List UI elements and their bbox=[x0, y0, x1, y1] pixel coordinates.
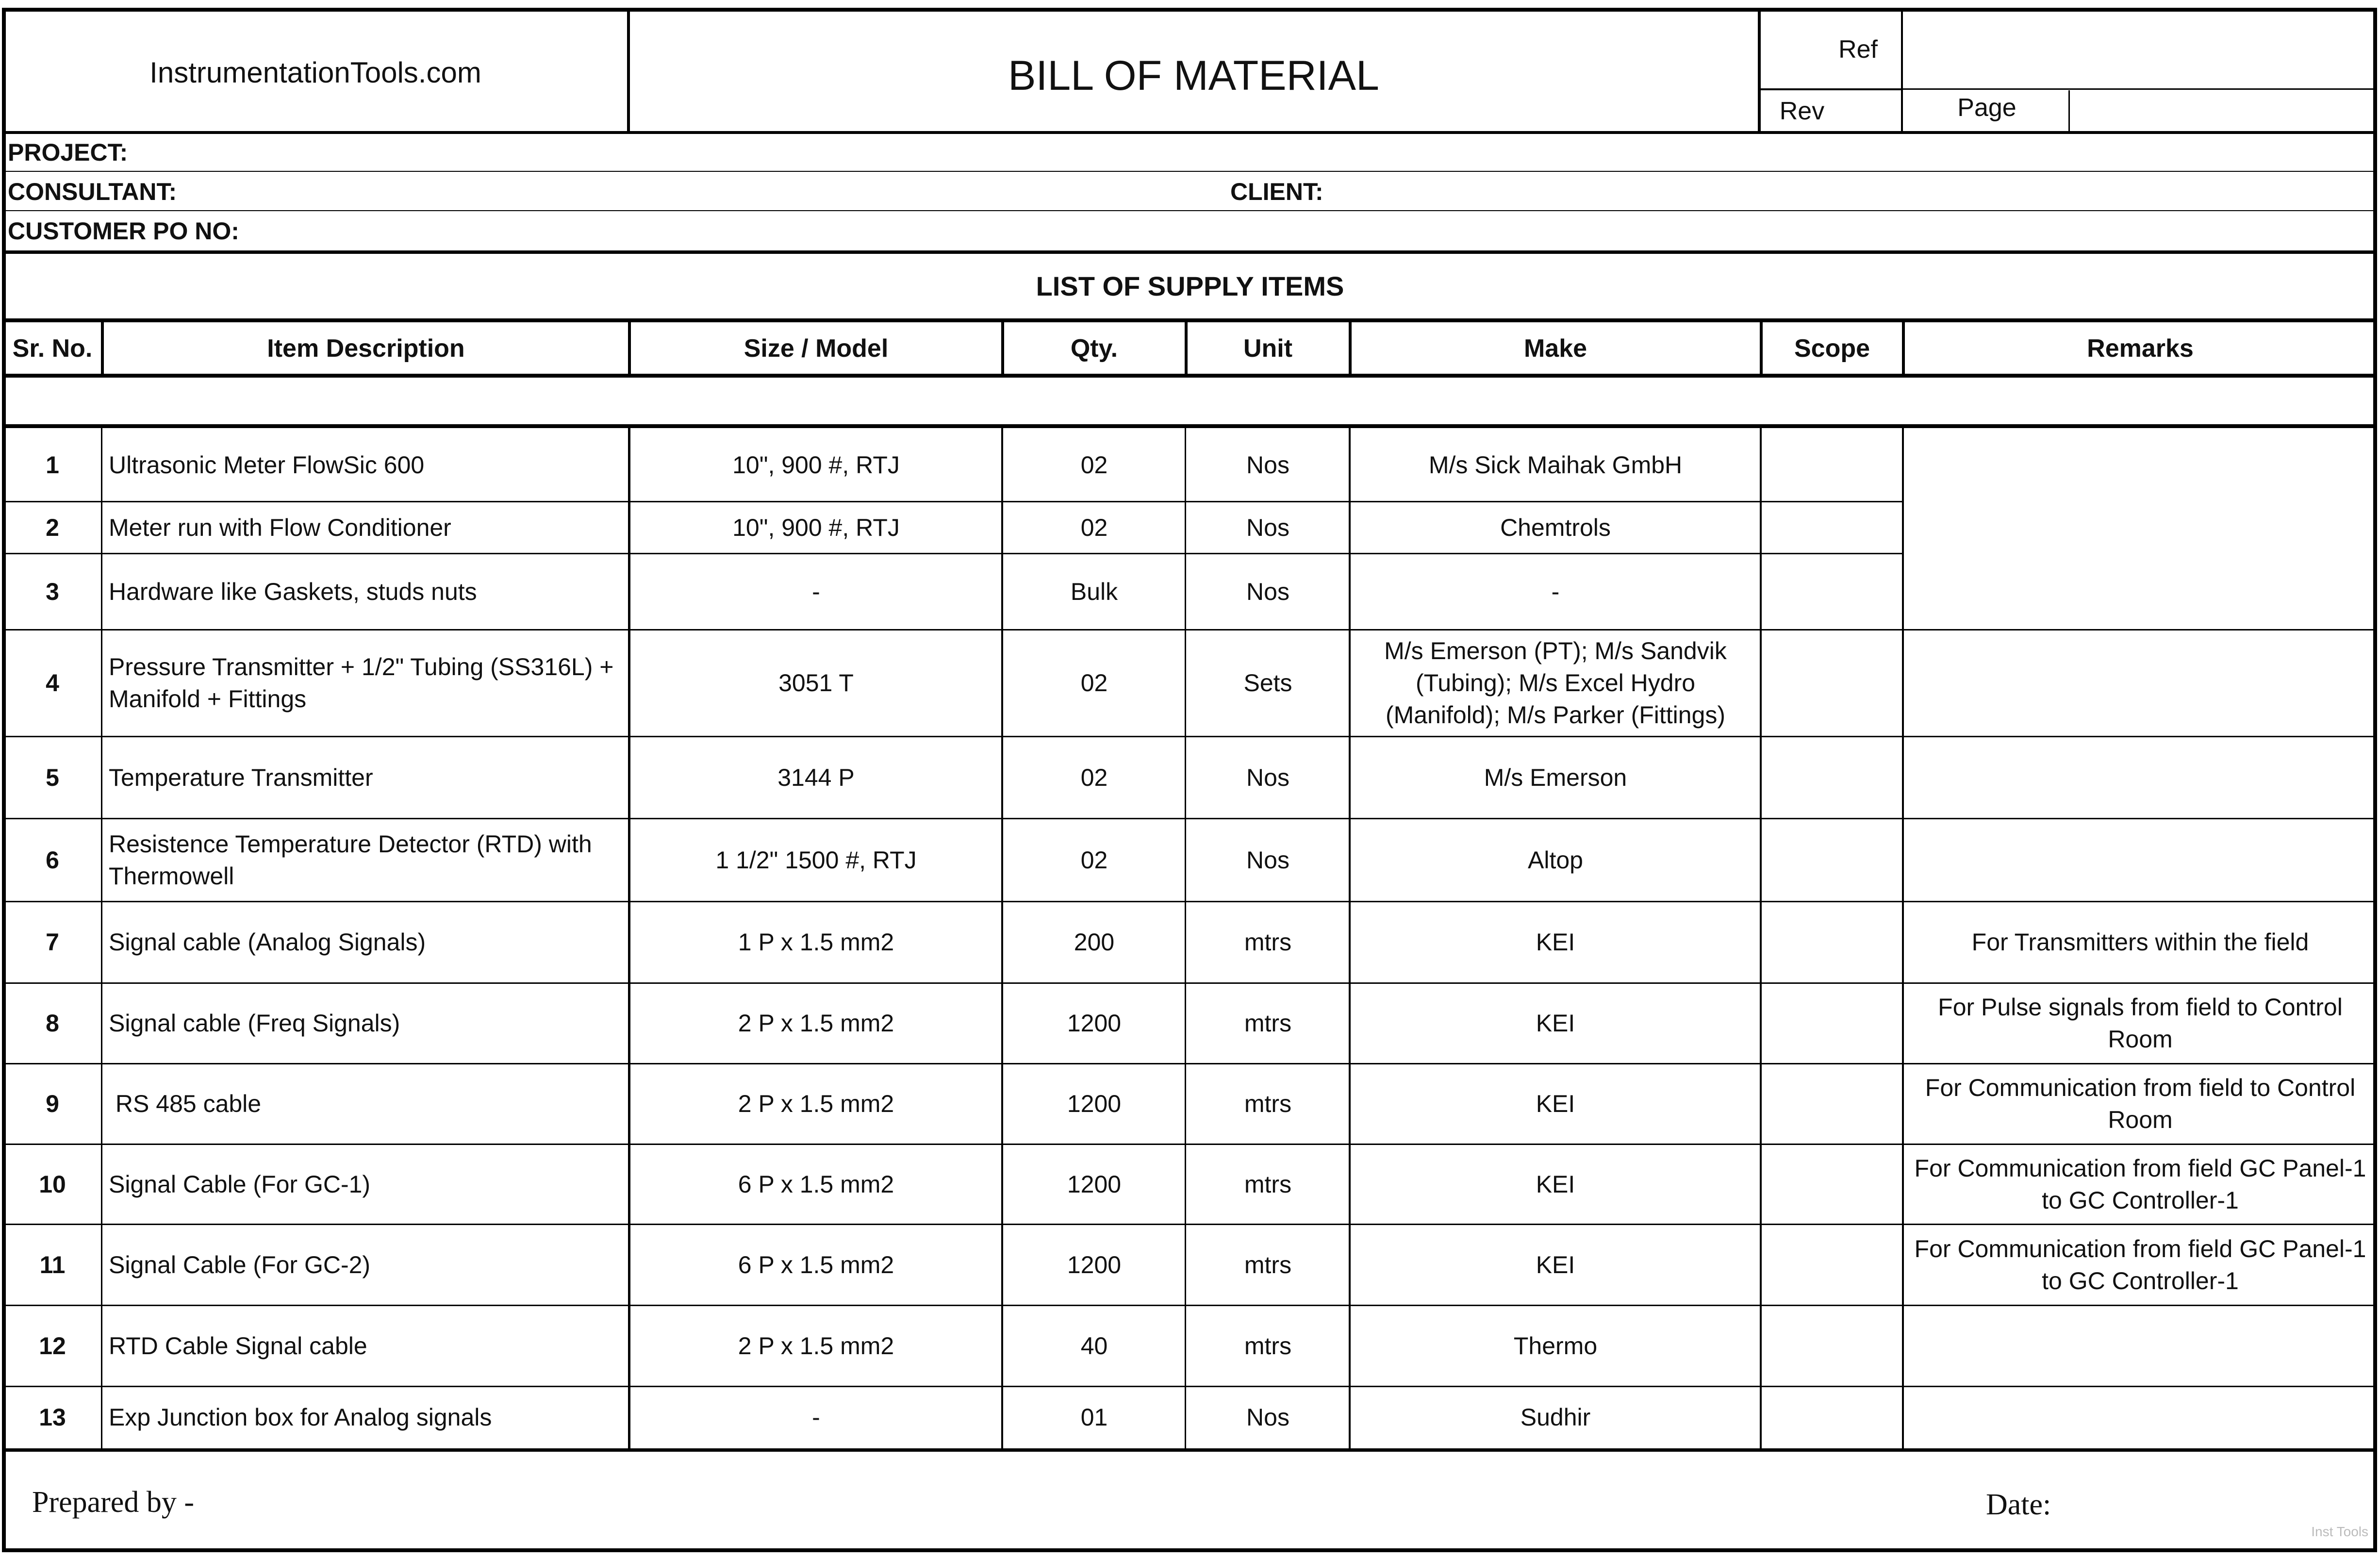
grid-line bbox=[2, 1144, 2377, 1145]
cell-unit: Nos bbox=[1246, 846, 1289, 874]
cell-sr: 3 bbox=[46, 578, 59, 605]
cell-qty: 1200 bbox=[1067, 1010, 1122, 1037]
cell-make: KEI bbox=[1536, 1010, 1575, 1037]
cell-remarks bbox=[1904, 1305, 2376, 1386]
cell-unit: Nos bbox=[1246, 763, 1289, 791]
col-header-size-model: Size / Model bbox=[744, 334, 889, 363]
grid-line bbox=[1349, 320, 1352, 376]
cell-sr: 12 bbox=[39, 1332, 66, 1360]
grid-line bbox=[2, 210, 2377, 211]
col-header-scope: Scope bbox=[1794, 334, 1870, 363]
cell-desc: Pressure Transmitter + 1/2" Tubing (SS316L) + Manifold + Fittings bbox=[109, 653, 621, 713]
cell-sr: 13 bbox=[39, 1404, 66, 1431]
cell-qty: 1200 bbox=[1067, 1251, 1122, 1278]
outer-border-bottom bbox=[2, 1548, 2377, 1552]
cell-qty: 02 bbox=[1080, 763, 1108, 791]
cell-sr: 10 bbox=[39, 1170, 66, 1198]
col-header-qty: Qty. bbox=[1070, 334, 1118, 363]
cell-size: 2 P x 1.5 mm2 bbox=[738, 1090, 894, 1117]
cell-qty: 40 bbox=[1080, 1332, 1108, 1360]
grid-line bbox=[1349, 426, 1351, 1449]
grid-line bbox=[1901, 88, 2377, 90]
cell-remarks: For Pulse signals from field to Control Room bbox=[1938, 994, 2349, 1053]
cell-size: 6 P x 1.5 mm2 bbox=[738, 1251, 894, 1278]
cell-desc: RS 485 cable bbox=[109, 1090, 262, 1117]
watermark: Inst Tools bbox=[2311, 1524, 2368, 1539]
grid-line bbox=[1185, 320, 1188, 376]
grid-line bbox=[628, 320, 631, 376]
cell-unit: mtrs bbox=[1244, 1010, 1292, 1037]
grid-line bbox=[101, 320, 104, 376]
cell-make: M/s Sick Maihak GmbH bbox=[1428, 451, 1683, 479]
cell-make: KEI bbox=[1536, 1251, 1575, 1278]
cell-sr: 4 bbox=[46, 669, 59, 697]
cell-desc: Hardware like Gaskets, studs nuts bbox=[109, 578, 477, 605]
grid-line bbox=[101, 426, 102, 1449]
cell-remarks bbox=[1904, 501, 2376, 553]
cell-qty: 02 bbox=[1080, 514, 1108, 541]
grid-line bbox=[2, 629, 2377, 630]
cell-qty: 02 bbox=[1080, 451, 1108, 479]
document-title: BILL OF MATERIAL bbox=[1008, 52, 1379, 99]
cell-remarks bbox=[1904, 736, 2376, 818]
grid-line bbox=[1902, 320, 1905, 376]
cell-remarks bbox=[1904, 818, 2376, 901]
cell-make: Altop bbox=[1528, 846, 1583, 874]
cell-remarks: For Communication from field to Control Room bbox=[1925, 1074, 2363, 1133]
page-label: Page bbox=[1957, 94, 2016, 122]
cell-qty: 1200 bbox=[1067, 1170, 1122, 1198]
cell-desc: RTD Cable Signal cable bbox=[109, 1332, 367, 1360]
col-header-sr-no: Sr. No. bbox=[12, 334, 93, 363]
grid-line bbox=[1758, 8, 1761, 133]
cell-unit: Nos bbox=[1246, 514, 1289, 541]
cell-make: M/s Emerson (PT); M/s Sandvik (Tubing); M/s Excel Hydro (Manifold); M/s Parker (Fittings) bbox=[1384, 637, 1734, 729]
site-name: InstrumentationTools.com bbox=[149, 56, 481, 89]
ref-label: Ref bbox=[1838, 35, 1878, 64]
grid-line bbox=[2, 901, 2377, 902]
cell-remarks bbox=[1904, 1386, 2376, 1448]
grid-line bbox=[2, 1224, 2377, 1225]
cell-make: M/s Emerson bbox=[1484, 763, 1627, 791]
cell-make: - bbox=[1551, 578, 1560, 605]
project-label: PROJECT: bbox=[8, 139, 128, 166]
col-header-make: Make bbox=[1523, 334, 1587, 363]
cell-remarks: For Communication from field GC Panel-1 to GC Controller-1 bbox=[1914, 1154, 2373, 1214]
grid-line bbox=[2, 374, 2377, 378]
cell-qty: 01 bbox=[1080, 1404, 1108, 1431]
outer-border-top bbox=[2, 8, 2377, 12]
client-label: CLIENT: bbox=[1230, 178, 1323, 205]
grid-line bbox=[2, 1305, 2377, 1306]
cell-size: 10", 900 #, RTJ bbox=[732, 514, 900, 541]
cell-qty: Bulk bbox=[1070, 578, 1118, 605]
grid-line bbox=[1001, 320, 1004, 376]
col-header-unit: Unit bbox=[1243, 334, 1293, 363]
grid-line bbox=[2, 171, 2377, 172]
cell-size: - bbox=[812, 578, 820, 605]
cell-sr: 1 bbox=[46, 451, 59, 479]
grid-line bbox=[2, 501, 1903, 502]
cell-unit: mtrs bbox=[1244, 1332, 1292, 1360]
grid-line bbox=[2, 818, 2377, 819]
cell-desc: Signal cable (Analog Signals) bbox=[109, 929, 426, 956]
cell-desc: Signal Cable (For GC-1) bbox=[109, 1170, 371, 1198]
cell-make: Thermo bbox=[1513, 1332, 1598, 1360]
cell-size: 2 P x 1.5 mm2 bbox=[738, 1010, 894, 1037]
cell-remarks bbox=[1904, 428, 2376, 501]
cell-make: KEI bbox=[1536, 1090, 1575, 1117]
grid-line bbox=[1001, 426, 1003, 1449]
cell-remarks: For Communication from field GC Panel-1 to GC Controller-1 bbox=[1914, 1235, 2373, 1294]
cell-desc: Signal cable (Freq Signals) bbox=[109, 1010, 400, 1037]
cell-size: 3144 P bbox=[777, 763, 855, 791]
outer-border-right bbox=[2373, 8, 2377, 1552]
cell-unit: mtrs bbox=[1244, 1090, 1292, 1117]
outer-border-left bbox=[2, 8, 6, 1552]
cell-make: KEI bbox=[1536, 1170, 1575, 1198]
cell-size: 3051 T bbox=[778, 669, 854, 697]
cell-desc: Resistence Temperature Detector (RTD) with Thermowell bbox=[109, 830, 598, 890]
grid-line bbox=[1758, 88, 1902, 90]
cell-desc: Ultrasonic Meter FlowSic 600 bbox=[109, 451, 425, 479]
grid-line bbox=[2, 1063, 2377, 1064]
cell-size: 1 1/2" 1500 #, RTJ bbox=[715, 846, 917, 874]
col-header-remarks: Remarks bbox=[2087, 334, 2194, 363]
date-label: Date: bbox=[1986, 1488, 2051, 1521]
grid-line bbox=[2, 131, 2377, 134]
cell-sr: 5 bbox=[46, 763, 59, 791]
cell-remarks bbox=[1904, 553, 2376, 630]
cell-make: KEI bbox=[1536, 929, 1575, 956]
customer-po-label: CUSTOMER PO NO: bbox=[8, 217, 239, 245]
grid-line bbox=[1760, 320, 1763, 376]
cell-unit: Sets bbox=[1243, 669, 1292, 697]
cell-size: 10", 900 #, RTJ bbox=[732, 451, 900, 479]
cell-sr: 8 bbox=[46, 1010, 59, 1037]
cell-sr: 2 bbox=[46, 514, 59, 541]
grid-line bbox=[2, 982, 2377, 984]
grid-line bbox=[2, 318, 2377, 322]
grid-line bbox=[627, 8, 630, 133]
cell-size: 1 P x 1.5 mm2 bbox=[738, 929, 894, 956]
prepared-by-label: Prepared by - bbox=[32, 1485, 194, 1519]
cell-sr: 6 bbox=[46, 846, 59, 874]
cell-size: 6 P x 1.5 mm2 bbox=[738, 1170, 894, 1198]
cell-sr: 11 bbox=[39, 1251, 66, 1278]
cell-unit: mtrs bbox=[1244, 1251, 1292, 1278]
grid-line bbox=[2, 424, 2377, 428]
cell-remarks bbox=[1904, 630, 2376, 736]
cell-unit: Nos bbox=[1246, 451, 1289, 479]
cell-unit: mtrs bbox=[1244, 929, 1292, 956]
cell-sr: 7 bbox=[46, 929, 59, 956]
section-title: LIST OF SUPPLY ITEMS bbox=[1036, 271, 1344, 301]
col-header-item-description: Item Description bbox=[267, 334, 465, 363]
cell-desc: Temperature Transmitter bbox=[109, 763, 373, 791]
cell-sr: 9 bbox=[46, 1090, 59, 1117]
cell-make: Sudhir bbox=[1520, 1404, 1591, 1431]
cell-qty: 200 bbox=[1074, 929, 1115, 956]
cell-desc: Exp Junction box for Analog signals bbox=[109, 1404, 492, 1431]
grid-line bbox=[628, 426, 630, 1449]
cell-unit: Nos bbox=[1246, 578, 1289, 605]
cell-size: - bbox=[812, 1404, 820, 1431]
cell-qty: 02 bbox=[1080, 669, 1108, 697]
grid-line bbox=[2, 1386, 2377, 1387]
grid-line bbox=[2, 736, 2377, 737]
cell-size: 2 P x 1.5 mm2 bbox=[738, 1332, 894, 1360]
cell-qty: 02 bbox=[1080, 846, 1108, 874]
cell-unit: Nos bbox=[1246, 1404, 1289, 1431]
cell-make: Chemtrols bbox=[1500, 514, 1611, 541]
grid-line bbox=[1185, 426, 1186, 1449]
rev-label: Rev bbox=[1779, 97, 1825, 125]
cell-remarks: For Transmitters within the field bbox=[1971, 929, 2309, 956]
cell-unit: mtrs bbox=[1244, 1170, 1292, 1198]
cell-desc: Meter run with Flow Conditioner bbox=[109, 514, 451, 541]
grid-line bbox=[1760, 426, 1762, 1449]
grid-line bbox=[1902, 426, 1904, 1449]
table-bottom-border bbox=[2, 1448, 2377, 1452]
cell-qty: 1200 bbox=[1067, 1090, 1122, 1117]
grid-line bbox=[2068, 90, 2070, 133]
consultant-label: CONSULTANT: bbox=[8, 178, 177, 205]
grid-line bbox=[1901, 8, 1903, 133]
cell-desc: Signal Cable (For GC-2) bbox=[109, 1251, 371, 1278]
grid-line bbox=[2, 553, 1903, 554]
grid-line bbox=[2, 250, 2377, 254]
